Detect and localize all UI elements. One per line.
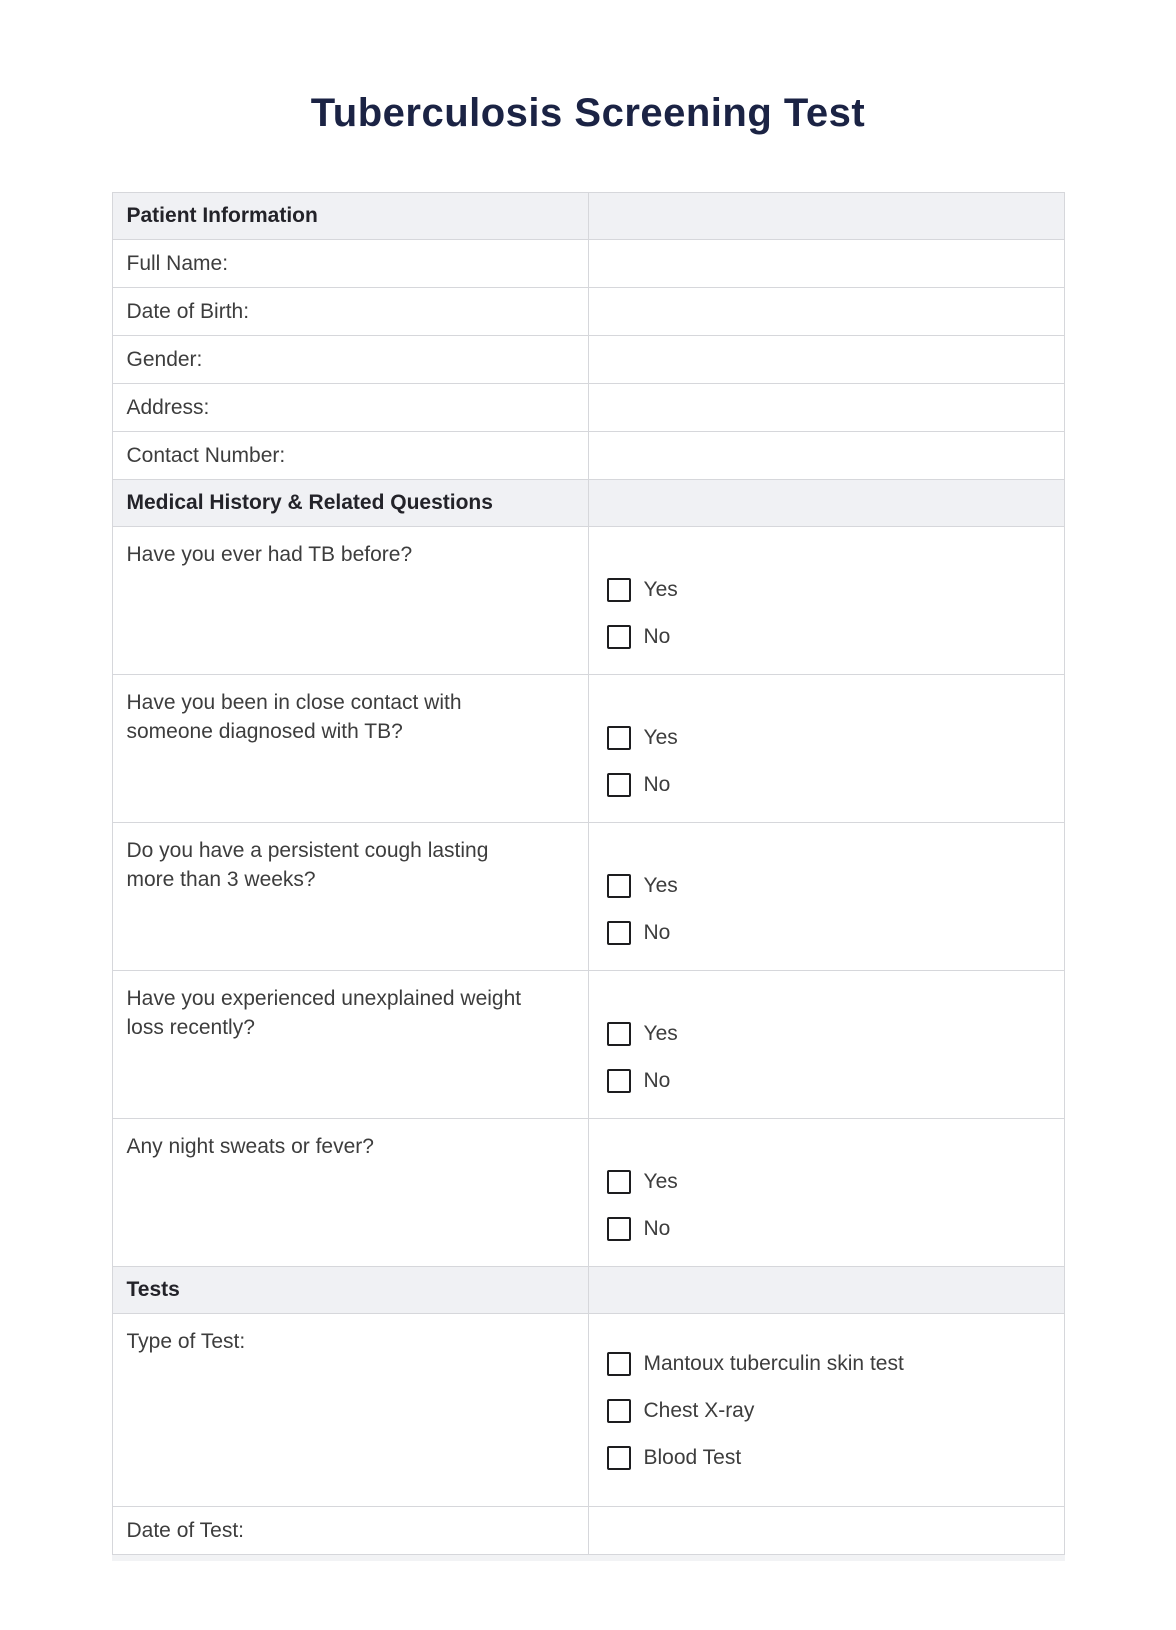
test-chest-xray-checkbox[interactable] — [607, 1399, 631, 1423]
yes-no-option-group — [607, 527, 1064, 649]
yes-no-option-group — [607, 1119, 1064, 1241]
gender-row — [112, 336, 1064, 384]
no-option-label: No — [643, 1217, 671, 1240]
yes-no-option-group — [607, 971, 1064, 1093]
answer-cell — [588, 1119, 1064, 1267]
type-of-test-options-cell — [588, 1314, 1064, 1507]
answer-cell — [588, 675, 1064, 823]
no-option-label: No — [643, 773, 671, 796]
no-option-label: No — [643, 625, 671, 648]
section-title-patient-information: Patient Information — [112, 193, 588, 240]
date-of-test-row — [112, 1507, 1064, 1555]
q5-yes-checkbox[interactable] — [607, 1170, 631, 1194]
chest-xray-option[interactable] — [607, 1399, 1064, 1423]
no-option[interactable] — [607, 1069, 1064, 1093]
date-of-test-value-cell[interactable] — [588, 1507, 1064, 1555]
q4-no-checkbox[interactable] — [607, 1069, 631, 1093]
no-option[interactable] — [607, 773, 1064, 797]
patient-info-header-row — [112, 193, 1064, 240]
question-cell — [112, 823, 588, 971]
yes-option-label: Yes — [643, 726, 678, 749]
question-cell — [112, 675, 588, 823]
section-header-empty-cell — [588, 1267, 1064, 1314]
yes-option[interactable] — [607, 1170, 1064, 1194]
question-row-tb-before — [112, 527, 1064, 675]
type-of-test-label: Type of Test: — [126, 1330, 246, 1353]
date-of-birth-label: Date of Birth: — [112, 288, 588, 336]
question-text: Have you been in close contact with someone diagnosed with TB? — [126, 691, 462, 743]
q4-yes-checkbox[interactable] — [607, 1022, 631, 1046]
question-row-night-sweats — [112, 1119, 1064, 1267]
gender-label: Gender: — [112, 336, 588, 384]
yes-no-option-group — [607, 675, 1064, 797]
blood-test-option[interactable] — [607, 1446, 1064, 1470]
section-title-medical-history: Medical History & Related Questions — [112, 480, 588, 527]
page-title: Tuberculosis Screening Test — [310, 91, 866, 135]
answer-cell — [588, 527, 1064, 675]
test-blood-checkbox[interactable] — [607, 1446, 631, 1470]
q3-no-checkbox[interactable] — [607, 921, 631, 945]
no-option-label: No — [643, 1069, 671, 1092]
mantoux-option-label: Mantoux tuberculin skin test — [643, 1352, 904, 1375]
date-of-test-label: Date of Test: — [112, 1507, 588, 1555]
address-value-cell[interactable] — [588, 384, 1064, 432]
type-of-test-label-cell — [112, 1314, 588, 1507]
section-header-empty-cell — [588, 480, 1064, 527]
question-cell — [112, 527, 588, 675]
full-name-label: Full Name: — [112, 240, 588, 288]
date-of-birth-value-cell[interactable] — [588, 288, 1064, 336]
q2-no-checkbox[interactable] — [607, 773, 631, 797]
full-name-value-cell[interactable] — [588, 240, 1064, 288]
contact-number-value-cell[interactable] — [588, 432, 1064, 480]
q5-no-checkbox[interactable] — [607, 1217, 631, 1241]
tests-header-row — [112, 1267, 1064, 1314]
chest-xray-option-label: Chest X-ray — [643, 1399, 755, 1422]
mantoux-option[interactable] — [607, 1352, 1064, 1376]
test-type-option-group — [607, 1314, 1064, 1470]
type-of-test-row — [112, 1314, 1064, 1507]
question-row-weight-loss — [112, 971, 1064, 1119]
yes-option[interactable] — [607, 874, 1064, 898]
yes-option-label: Yes — [643, 578, 678, 601]
table-bottom-strip — [112, 1555, 1065, 1561]
question-text: Have you experienced unexplained weight loss recently? — [126, 987, 522, 1039]
no-option-label: No — [643, 921, 671, 944]
q3-yes-checkbox[interactable] — [607, 874, 631, 898]
yes-option[interactable] — [607, 1022, 1064, 1046]
section-title-tests: Tests — [112, 1267, 588, 1314]
yes-option-label: Yes — [643, 1170, 678, 1193]
yes-no-option-group — [607, 823, 1064, 945]
test-mantoux-checkbox[interactable] — [607, 1352, 631, 1376]
question-cell — [112, 1119, 588, 1267]
no-option[interactable] — [607, 625, 1064, 649]
blood-test-option-label: Blood Test — [643, 1446, 742, 1469]
question-row-persistent-cough — [112, 823, 1064, 971]
contact-number-label: Contact Number: — [112, 432, 588, 480]
yes-option[interactable] — [607, 726, 1064, 750]
screening-form-table — [112, 192, 1065, 1555]
q1-no-checkbox[interactable] — [607, 625, 631, 649]
question-text: Have you ever had TB before? — [126, 543, 413, 566]
question-row-close-contact — [112, 675, 1064, 823]
answer-cell — [588, 823, 1064, 971]
full-name-row — [112, 240, 1064, 288]
no-option[interactable] — [607, 1217, 1064, 1241]
medical-history-header-row — [112, 480, 1064, 527]
address-label: Address: — [112, 384, 588, 432]
section-header-empty-cell — [588, 193, 1064, 240]
question-cell — [112, 971, 588, 1119]
q2-yes-checkbox[interactable] — [607, 726, 631, 750]
q1-yes-checkbox[interactable] — [607, 578, 631, 602]
answer-cell — [588, 971, 1064, 1119]
no-option[interactable] — [607, 921, 1064, 945]
question-text: Do you have a persistent cough lasting more than 3 weeks? — [126, 839, 489, 891]
screening-form — [112, 192, 1065, 1561]
address-row — [112, 384, 1064, 432]
yes-option[interactable] — [607, 578, 1064, 602]
question-text: Any night sweats or fever? — [126, 1135, 374, 1158]
gender-value-cell[interactable] — [588, 336, 1064, 384]
yes-option-label: Yes — [643, 1022, 678, 1045]
yes-option-label: Yes — [643, 874, 678, 897]
date-of-birth-row — [112, 288, 1064, 336]
contact-number-row — [112, 432, 1064, 480]
